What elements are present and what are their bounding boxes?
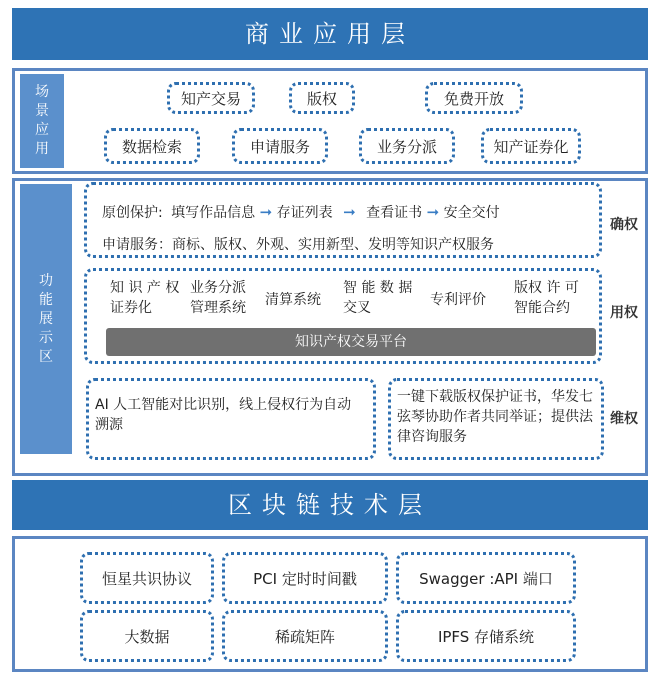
original-protection-line (102, 202, 500, 222)
use-item-line: 智能合约 (514, 300, 570, 316)
scene-item-free-open (425, 82, 523, 114)
scene-item-label: 申请服务 (249, 137, 310, 156)
tech-item-stellar-consensus (80, 552, 214, 604)
scene-item-label: 数据检索 (121, 137, 182, 156)
use-item-line: 智 能 数 据 (343, 280, 413, 296)
use-item-line: 专利评价 (430, 292, 486, 308)
scene-item-label: 知产证券化 (493, 137, 569, 156)
tech-item-label: 大数据 (124, 627, 170, 646)
scene-item-business-dispatch (359, 128, 455, 164)
business-application-layer-title: 商业应用层 (245, 20, 415, 48)
tech-item-label: IPFS 存储系统 (437, 627, 535, 646)
tech-item-pci-timestamp (222, 552, 388, 604)
legal-support-box (388, 378, 604, 460)
ai-infringement-tracing-box (86, 378, 376, 460)
step-view-certificate: 查看证书 (366, 205, 423, 221)
step-fill-work-info: 填写作品信息 (171, 205, 256, 221)
use-item-clearing-system (265, 290, 321, 310)
ai-infringement-tracing-text: AI 人工智能对比识别，线上侵权行为自动溯源 (95, 397, 352, 433)
scene-item-label: 业务分派 (376, 137, 437, 156)
blockchain-technology-layer-banner (12, 480, 648, 530)
tech-item-label: 稀疏矩阵 (274, 627, 335, 646)
use-rights-label: 用权 (610, 305, 638, 321)
use-item-smart-data-cross (343, 278, 412, 318)
use-item-line: 知 识 产 权 (110, 280, 180, 296)
use-item-line: 版权 许 可 (514, 280, 579, 296)
use-item-business-dispatch-system (190, 278, 246, 318)
use-item-line: 清算系统 (265, 292, 321, 308)
business-application-layer-banner (12, 8, 648, 60)
tech-item-swagger-api (396, 552, 576, 604)
scene-item-ip-trade (167, 82, 255, 114)
use-item-line: 证券化 (110, 300, 152, 316)
use-item-line: 交叉 (343, 300, 371, 316)
step-secure-delivery: 安全交付 (443, 205, 500, 221)
protect-rights-label: 维权 (610, 411, 638, 427)
use-item-patent-evaluation (430, 290, 486, 310)
scene-item-label: 版权 (306, 89, 337, 108)
tech-item-label: 恒星共识协议 (101, 569, 192, 588)
tech-item-big-data (80, 610, 214, 662)
scene-item-ip-securitization (481, 128, 581, 164)
scene-application-sidebar-label: 场景应用 (35, 84, 49, 157)
legal-support-text: 一键下载版权保护证书，华发七弦琴协助作者共同举证；提供法律咨询服务 (397, 389, 593, 445)
use-item-line: 管理系统 (190, 300, 246, 316)
scene-item-application-service (232, 128, 328, 164)
confirm-rights-label: 确权 (610, 217, 638, 233)
tech-item-sparse-matrix (222, 610, 388, 662)
use-item-copyright-license-contract (514, 278, 579, 318)
use-item-ip-securitization (110, 278, 179, 318)
application-service-line: 申请服务：商标、版权、外观、实用新型、发明等知识产权服务 (102, 237, 494, 253)
use-item-line: 业务分派 (190, 280, 246, 296)
step-deposit-list: 存证列表 (276, 205, 333, 221)
tech-item-label: PCI 定时时间戳 (253, 569, 357, 588)
function-display-sidebar-label: 功能展示区 (39, 272, 53, 365)
blockchain-technology-layer-title: 区块链技术层 (228, 491, 432, 519)
scene-item-label: 免费开放 (443, 89, 504, 108)
tech-item-ipfs-storage (396, 610, 576, 662)
ip-trading-platform-bar: 知识产权交易平台 (106, 328, 596, 356)
arrow-right-icon: ➞ (259, 203, 273, 221)
scene-item-data-search (104, 128, 200, 164)
scene-item-copyright (289, 82, 355, 114)
arrow-right-icon: ➞ (426, 203, 440, 221)
arrow-right-icon: ➞ (343, 203, 356, 221)
scene-item-label: 知产交易 (180, 89, 241, 108)
scene-application-sidebar (20, 74, 64, 168)
tech-item-label: Swagger :API 端口 (419, 569, 553, 588)
function-display-sidebar (20, 184, 72, 454)
original-protection-prefix: 原创保护: (102, 205, 163, 221)
